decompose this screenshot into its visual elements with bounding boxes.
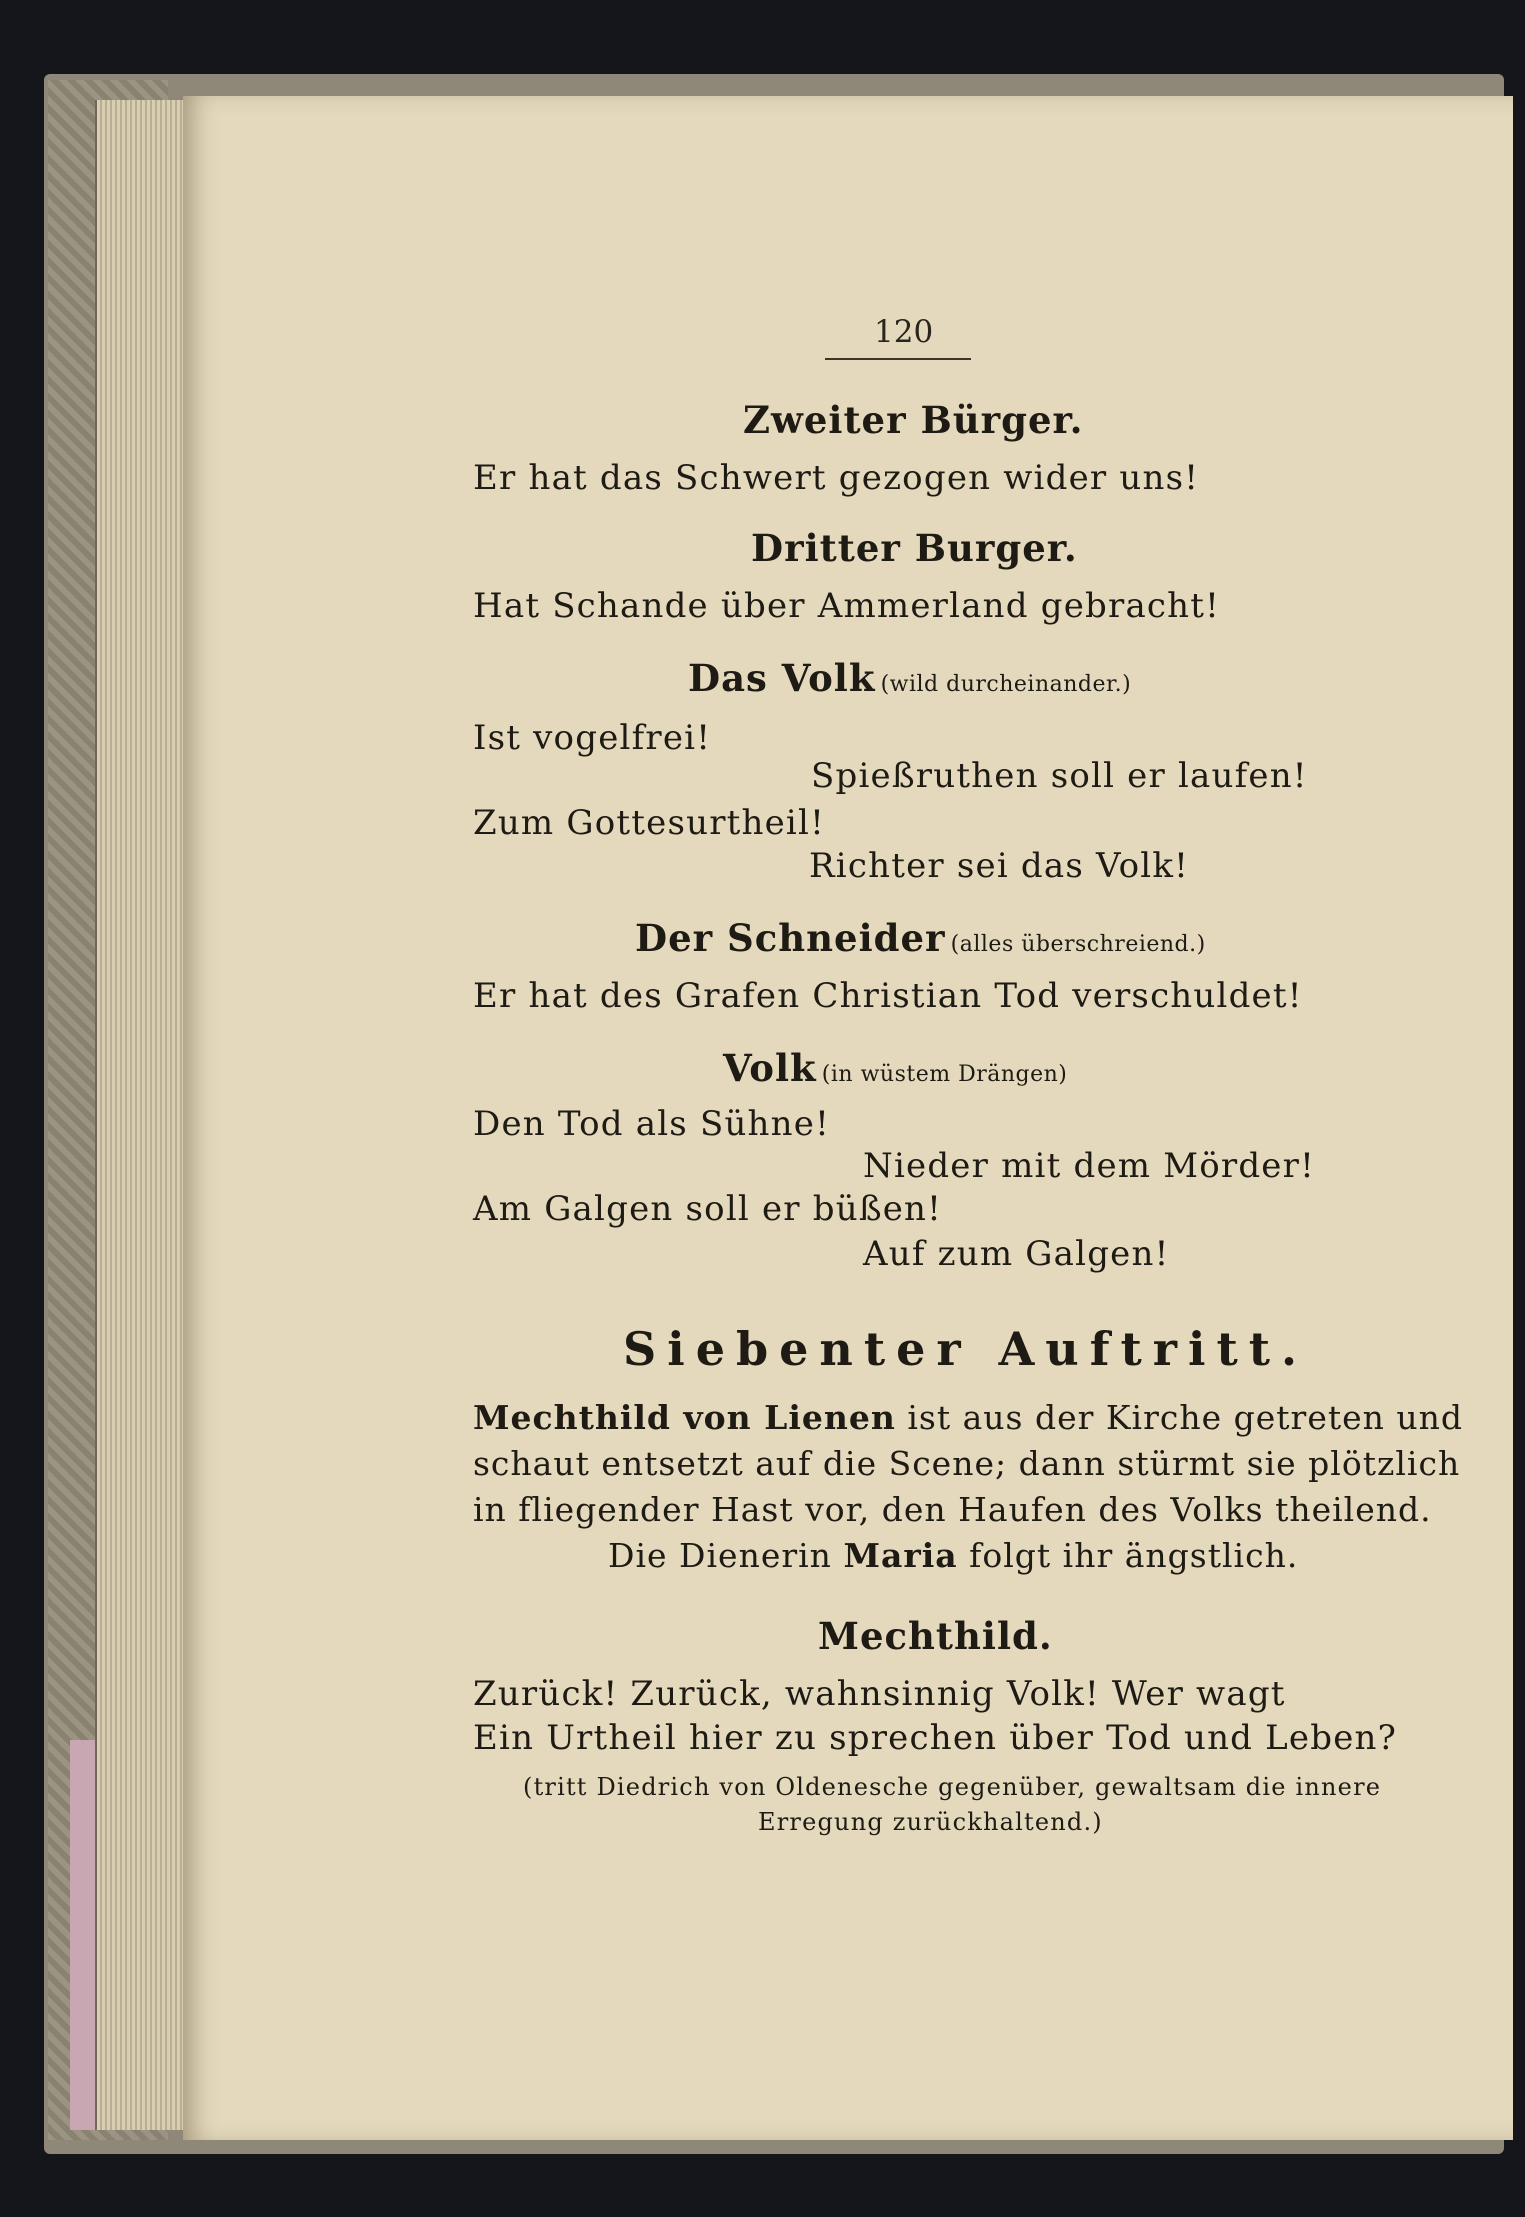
- dialogue-line: Ein Urtheil hier zu sprechen über Tod und Leben?: [473, 1718, 1398, 1758]
- page-number-rule: [825, 358, 971, 360]
- stage-direction-text: Die Dienerin: [608, 1536, 832, 1575]
- speaker-volk: [723, 1046, 1067, 1090]
- closing-direction-line: (tritt Diedrich von Oldenesche gegenüber, gewaltsam die innere: [523, 1773, 1382, 1801]
- dialogue-line: Er hat des Grafen Christian Tod verschuldet!: [473, 976, 1303, 1016]
- page-edges: [95, 100, 187, 2130]
- dialogue-line: Am Galgen soll er büßen!: [473, 1189, 943, 1229]
- book-page: [183, 96, 1513, 2140]
- dialogue-line: Zum Gottesurtheil!: [473, 803, 825, 843]
- speaker-dritter-buerger: Dritter Burger.: [751, 526, 1078, 570]
- dialogue-line: Auf zum Galgen!: [863, 1234, 1170, 1274]
- closing-direction-line: Erregung zurückhaltend.): [758, 1808, 1103, 1836]
- character-name: Maria: [843, 1536, 958, 1575]
- dialogue-line: Nieder mit dem Mörder!: [863, 1146, 1315, 1186]
- stage-direction-line: schaut entsetzt auf die Scene; dann stürmt sie plötzlich: [473, 1444, 1461, 1483]
- dialogue-line: Ist vogelfrei!: [473, 718, 712, 758]
- speaker-direction: (in wüstem Drängen): [821, 1062, 1068, 1087]
- dialogue-line: Hat Schande über Ammerland gebracht!: [473, 586, 1220, 626]
- scene-heading: Siebenter Auftritt.: [623, 1322, 1308, 1376]
- dialogue-line: Er hat das Schwert gezogen wider uns!: [473, 458, 1200, 498]
- dialogue-line: Zurück! Zurück, wahnsinnig Volk! Wer wagt: [473, 1674, 1286, 1714]
- speaker-mechthild: Mechthild.: [818, 1614, 1053, 1658]
- dialogue-line: Spießruthen soll er laufen!: [811, 756, 1308, 796]
- stage-direction-line: [608, 1536, 1298, 1575]
- stage-direction-text: ist aus der Kirche getreten und: [907, 1398, 1464, 1437]
- page-number: 120: [874, 314, 934, 350]
- character-name: Mechthild von Lienen: [473, 1398, 896, 1437]
- speaker-name: Der Schneider: [635, 916, 946, 960]
- speaker-zweiter-buerger: Zweiter Bürger.: [743, 398, 1084, 442]
- speaker-name: Volk: [723, 1046, 817, 1090]
- stage-direction-line: in fliegender Hast vor, den Haufen des Volks theilend.: [473, 1490, 1432, 1529]
- stage-direction-line: [473, 1398, 1463, 1437]
- speaker-direction: (alles überschreiend.): [950, 932, 1206, 957]
- dialogue-line: Richter sei das Volk!: [809, 846, 1190, 886]
- speaker-das-volk: [688, 656, 1131, 700]
- speaker-der-schneider: [635, 916, 1206, 960]
- speaker-direction: (wild durcheinander.): [880, 672, 1132, 697]
- speaker-name: Das Volk: [688, 656, 876, 700]
- stage-direction-text: folgt ihr ängstlich.: [969, 1536, 1299, 1575]
- dialogue-line: Den Tod als Sühne!: [473, 1104, 830, 1144]
